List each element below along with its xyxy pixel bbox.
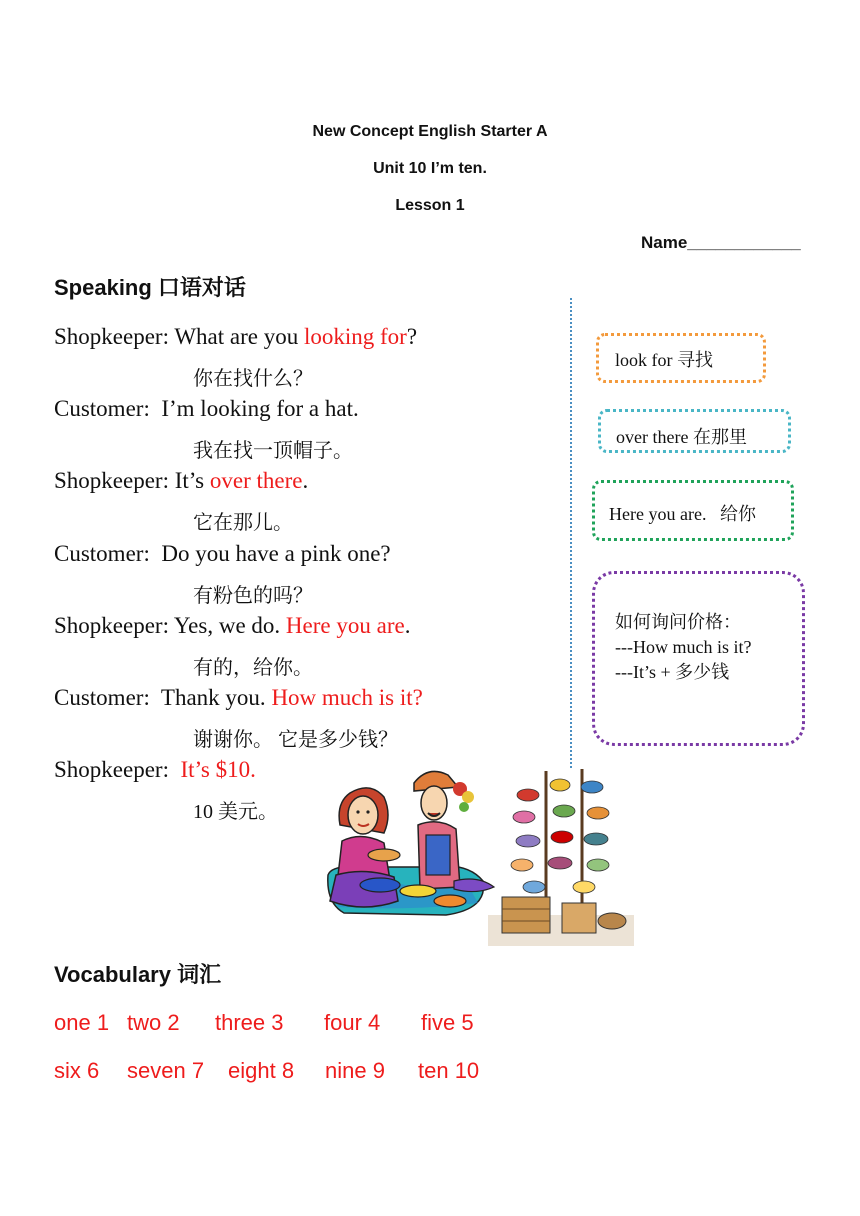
note-title: 如何询问价格： <box>615 612 741 632</box>
unit-title: Unit 10 I’m ten. <box>373 160 487 177</box>
translation-line-7: 10 美元。 <box>193 801 278 823</box>
dialogue-line-3 <box>54 468 308 494</box>
vocabulary-heading: Vocabulary 词汇 <box>54 962 222 987</box>
dialogue-line-4 <box>54 541 391 567</box>
vocab-item: one 1 <box>54 1010 110 1035</box>
line-text: It’s <box>174 468 210 493</box>
vocab-item: nine 9 <box>325 1058 385 1083</box>
dialogue-line-2 <box>54 396 359 422</box>
line-text: Thank you. <box>160 685 272 710</box>
vocab-item: ten 10 <box>418 1058 480 1083</box>
dialogue-line-5 <box>54 613 410 639</box>
line-end: ? <box>406 324 418 349</box>
translation-line-5: 有的，给你。 <box>193 657 313 679</box>
line-end: . <box>302 468 309 493</box>
vocab-item: five 5 <box>421 1010 474 1035</box>
note-here-you-are <box>592 480 794 541</box>
hat-stand-illustration <box>488 765 634 946</box>
lesson-title: Lesson 1 <box>395 197 465 214</box>
translation-line-4: 有粉色的吗？ <box>193 585 313 607</box>
note-text: look for 寻找 <box>615 350 713 370</box>
dialogue-line-6 <box>54 685 423 711</box>
speaker: Customer: <box>54 396 162 421</box>
vocab-item: two 2 <box>127 1010 180 1035</box>
key-phrase: How much is it? <box>271 685 423 710</box>
line-text: Do you have a pink one? <box>161 541 391 566</box>
book-title: New Concept English Starter A <box>312 123 548 140</box>
translation-line-3: 它在那儿。 <box>193 512 293 534</box>
note-text: over there 在那里 <box>616 427 747 447</box>
note-ask-price <box>592 571 805 746</box>
dialogue-line-7 <box>54 757 256 783</box>
note-text: Here you are. 给你 <box>609 504 756 524</box>
vocab-row-1 <box>54 1010 474 1036</box>
note-over-there <box>598 409 791 453</box>
vocab-item: four 4 <box>324 1010 381 1035</box>
speaking-heading: Speaking 口语对话 <box>54 275 246 300</box>
note-answer: ---It’s + 多少钱 <box>615 662 730 682</box>
vocab-item: six 6 <box>54 1058 100 1083</box>
line-text: Yes, we do. <box>173 613 286 638</box>
speaker: Customer: <box>54 541 162 566</box>
translation-line-6: 谢谢你。 它是多少钱？ <box>193 729 398 751</box>
vocab-item: three 3 <box>215 1010 284 1035</box>
name-field-label: Name____________ <box>641 233 801 252</box>
key-phrase: over there <box>209 468 303 493</box>
translation-line-1: 你在找什么？ <box>193 368 313 390</box>
column-divider <box>570 298 572 768</box>
speaker: Customer: <box>54 685 161 710</box>
vocab-row-2 <box>54 1058 479 1084</box>
dialogue-line-1 <box>54 324 417 350</box>
translation-line-2: 我在找一顶帽子。 <box>193 440 353 462</box>
vocab-item: seven 7 <box>127 1058 205 1083</box>
speaker: Shopkeeper: <box>54 757 181 782</box>
speaker: Shopkeeper: <box>54 613 174 638</box>
note-question: ---How much is it? <box>615 637 752 657</box>
line-text: What are you <box>174 324 304 349</box>
key-phrase: looking for <box>303 324 407 349</box>
key-phrase: Here you are <box>285 613 405 638</box>
speaker: Shopkeeper: <box>54 468 175 493</box>
line-end: . <box>404 613 411 638</box>
note-look-for <box>596 333 766 383</box>
line-text: I’m looking for a hat. <box>161 396 359 421</box>
vocab-item: eight 8 <box>228 1058 295 1083</box>
women-shopping-illustration <box>318 763 498 919</box>
key-phrase: It’s $10. <box>180 757 256 782</box>
speaker: Shopkeeper: <box>54 324 175 349</box>
